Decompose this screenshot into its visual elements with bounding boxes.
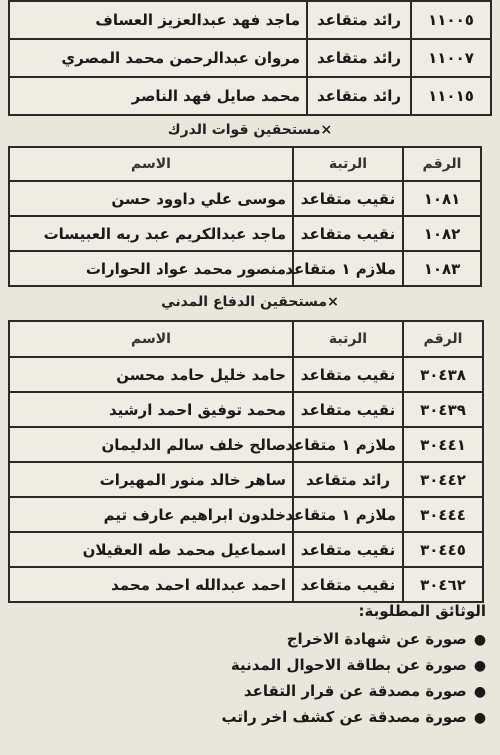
table-row [9,251,481,286]
record-number: ١١٠٠٧ [411,39,491,77]
record-name: ساهر خالد منور المهيرات [9,462,293,497]
record-number: ٣٠٤٣٩ [403,392,483,427]
record-name: اسماعيل محمد طه العقيلان [9,532,293,567]
record-rank: نقيب متقاعد [293,532,403,567]
required-documents-list [188,626,488,730]
column-header-number: الرقم [403,147,481,181]
record-rank: نقيب متقاعد [293,181,403,216]
list-item [188,678,488,704]
record-number: ١١٠٠٥ [411,1,491,39]
table-header-row [9,147,481,181]
record-name: محمد توفيق احمد ارشيد [9,392,293,427]
record-rank: نقيب متقاعد [293,567,403,602]
record-number: ٣٠٤٤٢ [403,462,483,497]
record-rank: رائد متقاعد [307,39,411,77]
column-header-rank: الرتبة [293,321,403,357]
table-header-row [9,321,483,357]
column-header-rank: الرتبة [293,147,403,181]
column-header-number: الرقم [403,321,483,357]
record-rank: ملازم ١ متقاعد [293,497,403,532]
record-name: صالح خلف سالم الدليمان [9,427,293,462]
list-item [188,626,488,652]
record-name: موسى علي داوود حسن [9,181,293,216]
record-name: ماجد عبدالكريم عبد ربه العبيسات [9,216,293,251]
record-number: ١٠٨٢ [403,216,481,251]
table-row [9,216,481,251]
section-title-gendarmerie: ×مستحقين قوات الدرك [167,122,333,138]
record-number: ١٠٨٣ [403,251,481,286]
table-row [9,357,483,392]
table-row [9,77,491,115]
table-row [9,567,483,602]
record-rank: رائد متقاعد [307,77,411,115]
required-documents-title: الوثائق المطلوبة: [358,602,486,620]
record-rank: ملازم ١ متقاعد [293,251,403,286]
civil-defense-table [8,320,484,603]
record-number: ٣٠٤٤١ [403,427,483,462]
list-item [188,652,488,678]
record-rank: نقيب متقاعد [293,392,403,427]
document-item-label: صورة عن بطاقة الاحوال المدنية [230,656,467,674]
record-name: احمد عبدالله احمد محمد [9,567,293,602]
document-item-label: صورة عن شهادة الاخراج [286,630,467,648]
table-row [9,1,491,39]
record-number: ٣٠٤٤٥ [403,532,483,567]
bullet-icon: ● [473,658,487,674]
record-name: خلدون ابراهيم عارف تيم [9,497,293,532]
record-number: ١١٠١٥ [411,77,491,115]
list-item [188,704,488,730]
record-name: مروان عبدالرحمن محمد المصري [9,39,307,77]
table-row [9,497,483,532]
record-number: ٣٠٤٦٢ [403,567,483,602]
column-header-name: الاسم [9,321,293,357]
table-row [9,462,483,497]
bullet-icon: ● [473,632,487,648]
record-rank: رائد متقاعد [293,462,403,497]
section-title-civil-defense: ×مستحقين الدفاع المدني [161,294,339,310]
record-rank: ملازم ١ متقاعد [293,427,403,462]
record-number: ٣٠٤٤٤ [403,497,483,532]
top-continuation-table [8,0,492,116]
record-name: حامد خليل حامد محسن [9,357,293,392]
record-rank: نقيب متقاعد [293,216,403,251]
record-number: ٣٠٤٣٨ [403,357,483,392]
column-header-name: الاسم [9,147,293,181]
table-row [9,532,483,567]
table-row [9,392,483,427]
table-row [9,39,491,77]
table-row [9,181,481,216]
document-item-label: صورة مصدقة عن كشف اخر راتب [221,708,467,726]
document-item-label: صورة مصدقة عن قرار التقاعد [243,682,467,700]
record-name: محمد صايل فهد الناصر [9,77,307,115]
record-name: ماجد فهد عبدالعزيز العساف [9,1,307,39]
record-name: منصور محمد عواد الحوارات [9,251,293,286]
table-row [9,427,483,462]
bullet-icon: ● [473,710,487,726]
record-number: ١٠٨١ [403,181,481,216]
record-rank: نقيب متقاعد [293,357,403,392]
bullet-icon: ● [473,684,487,700]
gendarmerie-table [8,146,482,287]
record-rank: رائد متقاعد [307,1,411,39]
